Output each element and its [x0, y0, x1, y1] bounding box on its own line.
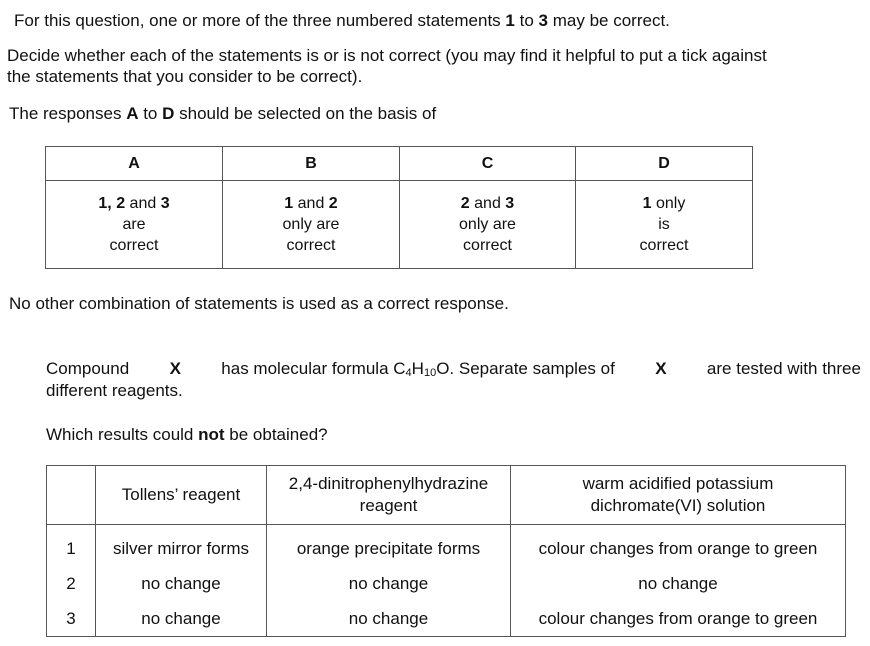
tollens-result: silver mirror forms — [96, 525, 267, 567]
compound-label: X — [655, 359, 667, 378]
response-description-cell — [46, 181, 223, 269]
intro-line-1 — [14, 10, 670, 31]
dnph-result: orange precipitate forms — [267, 525, 511, 567]
question-text: Compound — [46, 359, 130, 378]
response-letter-cell: A — [46, 147, 223, 181]
response-description-cell — [400, 181, 576, 269]
response-text: only are — [282, 216, 340, 233]
dichromate-result: colour changes from orange to green — [511, 601, 846, 637]
question-text: Which results could — [46, 425, 194, 444]
statement-number: 1 — [505, 11, 515, 30]
intro-text: question — [75, 11, 140, 30]
response-letter: D — [162, 104, 175, 123]
response-text: and — [293, 195, 329, 212]
response-text: and — [125, 195, 161, 212]
response-header-row — [46, 147, 753, 181]
tollens-result: no change — [96, 566, 267, 601]
question-text: H — [411, 359, 424, 378]
dichromate-header: warm acidified potassium dichromate(VI) solution — [511, 466, 846, 525]
response-letter: A — [126, 104, 139, 123]
response-letter-cell: B — [223, 147, 400, 181]
intro-line-4 — [9, 103, 436, 124]
question-text: be obtained? — [229, 425, 328, 444]
response-key-table — [45, 146, 753, 269]
response-text: and — [469, 195, 506, 212]
dnph-result: no change — [267, 566, 511, 601]
statement-numbers: 3 — [160, 195, 170, 212]
compound-label: X — [169, 359, 181, 378]
intro-text: to — [143, 104, 158, 123]
statement-number: 3 — [538, 11, 549, 30]
dichromate-result: colour changes from orange to green — [511, 525, 846, 567]
intro-line-2: Decide whether each of the statements is or is not correct (you may find it helpful to put a tick against — [7, 46, 767, 65]
subscript: 4 — [405, 367, 412, 379]
question-text: are tested with three — [706, 359, 861, 378]
row-number: 1 — [47, 525, 96, 567]
tollens-header: Tollens’ reagent — [96, 466, 267, 525]
response-description-cell — [576, 181, 753, 269]
results-header-row — [47, 466, 846, 525]
results-row — [47, 525, 846, 567]
dnph-header: 2,4-dinitrophenylhydrazine reagent — [267, 466, 511, 525]
response-text: correct — [639, 237, 689, 254]
results-row — [47, 601, 846, 637]
intro-text: For this — [14, 11, 71, 30]
intro-text: to — [519, 11, 534, 30]
intro-text: may be correct. — [552, 11, 670, 30]
question-line-2: different reagents. — [46, 381, 183, 400]
response-letter-cell: C — [400, 147, 576, 181]
dnph-result: no change — [267, 601, 511, 637]
response-text: correct — [109, 237, 159, 254]
response-description-row — [46, 181, 753, 269]
no-other-combination-note: No other combination of statements is used as a correct response. — [9, 294, 509, 313]
row-number: 2 — [47, 566, 96, 601]
intro-text: , one or more of the three numbered statements — [139, 11, 501, 30]
results-table — [46, 465, 846, 637]
question-text: O. Separate samples of — [436, 359, 615, 378]
question-prompt — [46, 424, 328, 445]
statement-numbers: 1 — [642, 195, 652, 212]
tollens-result: no change — [96, 601, 267, 637]
statement-numbers: 1, 2 — [98, 195, 126, 212]
emphasis-not: not — [198, 425, 225, 444]
dichromate-result: no change — [511, 566, 846, 601]
response-text: only are — [459, 216, 516, 233]
response-text: correct — [463, 237, 512, 254]
response-letter-cell: D — [576, 147, 753, 181]
statement-numbers: 3 — [505, 195, 515, 212]
response-description-cell — [223, 181, 400, 269]
response-text: is — [658, 216, 670, 233]
response-text: only — [651, 195, 686, 212]
question-text: has molecular formula C — [221, 359, 406, 378]
intro-text: The responses — [9, 104, 122, 123]
subscript: 10 — [423, 367, 437, 379]
statement-numbers: 2 — [460, 195, 470, 212]
molecular-formula-text — [221, 358, 615, 384]
row-number: 3 — [47, 601, 96, 637]
row-number-header — [47, 466, 96, 525]
intro-text: should be selected on the basis of — [179, 104, 437, 123]
response-text: are — [122, 216, 146, 233]
statement-numbers: 1 — [284, 195, 294, 212]
results-row — [47, 566, 846, 601]
response-text: correct — [286, 237, 336, 254]
statement-numbers: 2 — [328, 195, 338, 212]
intro-line-3: the statements that you consider to be correct). — [7, 67, 363, 86]
